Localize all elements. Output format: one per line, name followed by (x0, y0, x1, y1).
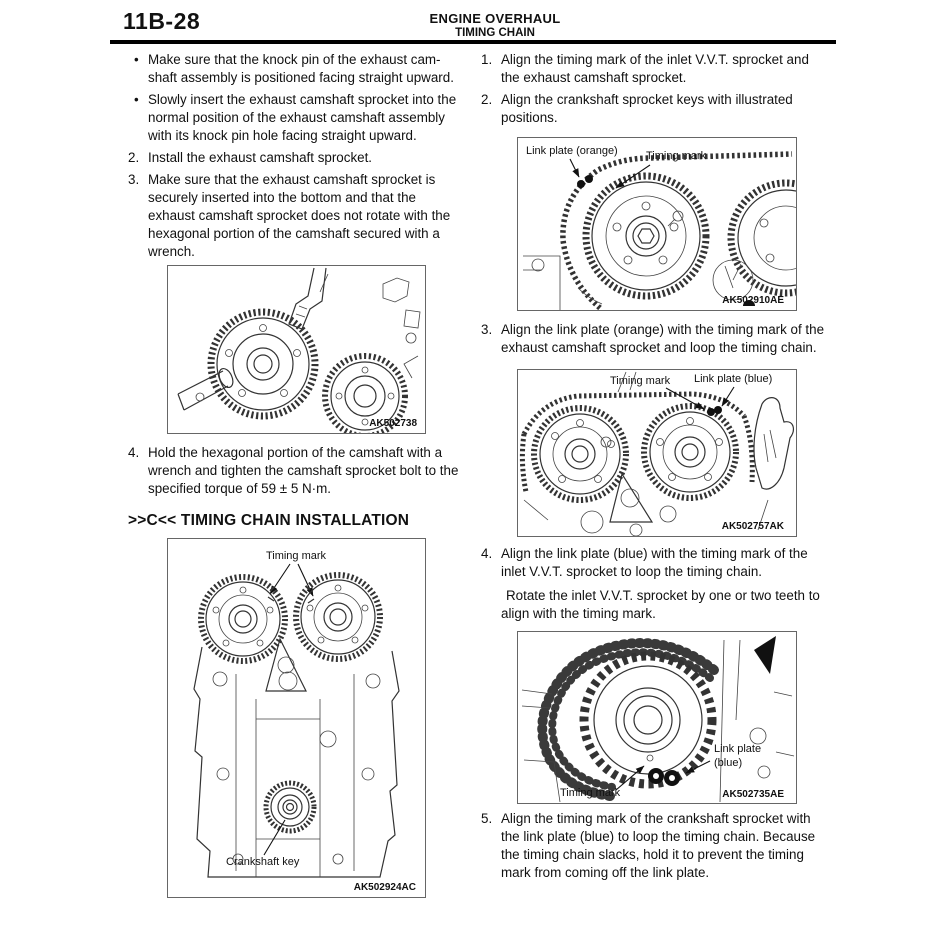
link-plate-blue-label-line1: Link plate (714, 743, 762, 755)
step-number: 5. (481, 811, 493, 826)
link-plate-blue-label: Link plate (blue) (694, 373, 773, 385)
crankshaft-key-label: Crankshaft key (226, 856, 300, 868)
step-item (481, 321, 827, 357)
step-text: Make sure that the exhaust camshaft sprocket is securely inserted into the bottom and that the exhaust camshaft sprocket does not rotate with the hexagonal portion of the camshaft secured with a wrench. (148, 172, 451, 259)
step-number: 1. (481, 52, 493, 67)
step-number: 2. (481, 92, 493, 107)
figure-code: AK502924AC (353, 882, 416, 893)
step-item (128, 149, 466, 167)
timing-mark-label: Timing mark (646, 150, 707, 162)
step-text: Hold the hexagonal portion of the camshaft with a wrench and tighten the camshaft sprocket bolt to the specified torque of 59 ± 5 N·m. (148, 445, 459, 496)
step-number: 3. (481, 322, 493, 337)
step-text: Align the link plate (orange) with the timing mark of the exhaust camshaft sprocket and loop the timing chain. (501, 322, 825, 355)
step-item (128, 444, 466, 498)
link-plate-blue-label-line2: (blue) (714, 757, 743, 769)
bullet-item (128, 51, 466, 87)
figure-code: AK502910AE (722, 295, 784, 306)
right-column (481, 51, 827, 886)
step-text: Align the link plate (blue) with the timing mark of the inlet V.V.T. sprocket to loop the timing chain. (501, 546, 808, 579)
figure-link-plate-orange (517, 137, 797, 311)
timing-mark-label: Timing mark (560, 787, 621, 799)
bullet-glyph: • (134, 92, 139, 107)
fig4-drawing (518, 370, 796, 536)
figure-crankshaft-sprocket-chain (517, 631, 797, 804)
step-item (481, 91, 827, 127)
step-subtext: Rotate the inlet V.V.T. sprocket by one or two teeth to align with the timing mark. (501, 588, 820, 621)
figure-code: AK502738 (369, 418, 417, 429)
header-title: ENGINE OVERHAUL (429, 11, 561, 26)
timing-mark-label: Timing mark (265, 550, 327, 562)
bullet-text: Slowly insert the exhaust camshaft sprocket into the normal position of the exhaust camshaft assembly with its knock pin hole facing straight upward. (148, 92, 457, 143)
step-number: 4. (128, 445, 140, 460)
fig2-drawing (168, 539, 425, 897)
step-item (481, 51, 827, 87)
figure-code: AK502757AK (721, 521, 784, 532)
page-header (60, 11, 930, 39)
header-rule (110, 40, 836, 44)
step-text: Align the timing mark of the inlet V.V.T. sprocket and the exhaust camshaft sprocket. (501, 52, 809, 85)
figure-link-plate-blue-camshaft (517, 369, 797, 537)
timing-mark-label: Timing mark (610, 375, 671, 387)
step-text: Align the timing mark of the crankshaft sprocket with the link plate (blue) to loop the timing chain. Because the timing chain slacks, hold it to prevent the timing mark from coming off the link plate. (501, 811, 816, 880)
bullet-item (128, 91, 466, 145)
bullet-text: Make sure that the knock pin of the exhaust cam-shaft assembly is positioned facing straight upward. (148, 52, 454, 85)
step-text: Align the crankshaft sprocket keys with illustrated positions. (501, 92, 793, 125)
fig1-drawing (168, 266, 425, 433)
fig3-drawing (518, 138, 796, 310)
step-number: 3. (128, 172, 140, 187)
figure-code: AK502735AE (722, 789, 784, 800)
figure-camshaft-sprocket-wrench (167, 265, 426, 434)
left-column (128, 51, 466, 898)
step-number: 2. (128, 150, 140, 165)
step-item (481, 545, 827, 581)
step-item (128, 171, 466, 261)
bullet-glyph: • (134, 52, 139, 67)
step-text: Install the exhaust camshaft sprocket. (148, 150, 373, 165)
fig5-drawing (518, 632, 796, 803)
link-plate-orange-label: Link plate (orange) (526, 145, 618, 157)
step-item (481, 810, 827, 882)
header-subtitle: TIMING CHAIN (455, 27, 535, 39)
figure-timing-chain-installation (167, 538, 426, 898)
step-number: 4. (481, 546, 493, 561)
section-heading: >>C<< TIMING CHAIN INSTALLATION (128, 512, 410, 529)
page-code: 11B-28 (123, 8, 201, 34)
